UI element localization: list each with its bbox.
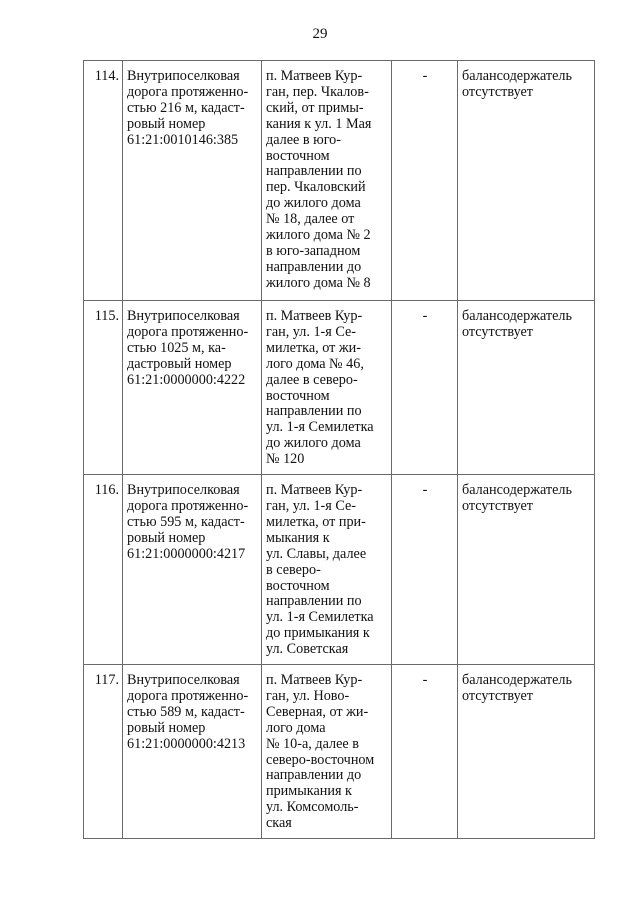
holder-cell — [458, 301, 595, 475]
text-line: направлении до — [266, 258, 362, 275]
text-line: Внутрипоселковая — [127, 68, 240, 84]
text-line: ул. Славы, далее — [266, 545, 367, 562]
row-number: 116. — [84, 475, 123, 665]
object-name-cell — [123, 665, 262, 839]
text-line: жилого дома № 8 — [266, 274, 371, 291]
text-line: ровый номер — [127, 719, 206, 736]
text-line: № 120 — [266, 451, 305, 468]
text-line: 61:21:0010146:385 — [127, 131, 239, 148]
text-line: отсутствует — [462, 687, 533, 704]
text-line: направлении по — [266, 593, 362, 610]
text-line: балансодержатель — [462, 308, 572, 324]
text-line: ул. Комсомоль- — [266, 799, 359, 816]
text-line: стью 595 м, кадаст- — [127, 513, 245, 530]
text-line: Внутрипоселковая — [127, 672, 240, 689]
text-line: Северная, от жи- — [266, 703, 369, 720]
text-line: дорога протяженно- — [127, 83, 249, 100]
table-row — [84, 475, 595, 665]
table-row — [84, 301, 595, 475]
text-line: ул. 1-я Семилетка — [266, 609, 374, 626]
text-line: п. Матвеев Кур- — [266, 482, 363, 499]
text-line: ул. Советская — [266, 641, 349, 658]
text-line: № 18, далее от — [266, 211, 355, 228]
text-line: ровый номер — [127, 115, 206, 132]
text-line: балансодержатель — [462, 672, 572, 689]
text-line: отсутствует — [462, 323, 533, 340]
value-cell: - — [392, 301, 458, 475]
text-line: ган, ул. 1-я Се- — [266, 323, 356, 340]
holder-cell — [458, 61, 595, 301]
object-name-cell — [123, 301, 262, 475]
text-line: лого дома — [266, 719, 326, 736]
text-line: до жилого дома — [266, 435, 361, 452]
text-line: милетка, от жи- — [266, 339, 361, 356]
text-line: балансодержатель — [462, 482, 572, 499]
location-cell — [262, 301, 392, 475]
text-line: далее в юго- — [266, 131, 341, 148]
object-name-cell — [123, 61, 262, 301]
text-line: в северо- — [266, 561, 321, 578]
text-line: стью 589 м, кадаст- — [127, 703, 245, 720]
text-line: балансодержатель — [462, 68, 572, 84]
text-line: ган, ул. Ново- — [266, 687, 350, 704]
text-line: отсутствует — [462, 497, 533, 514]
row-number: 117. — [84, 665, 123, 839]
text-line: северо-восточном — [266, 751, 375, 768]
text-line: жилого дома № 2 — [266, 227, 371, 244]
holder-cell — [458, 475, 595, 665]
text-line: кания к ул. 1 Мая — [266, 115, 372, 132]
text-line: Внутрипоселковая — [127, 482, 240, 499]
text-line: п. Матвеев Кур- — [266, 68, 363, 84]
table-row — [84, 665, 595, 839]
text-line: пер. Чкаловский — [266, 179, 366, 196]
text-line: восточном — [266, 387, 330, 404]
value-cell: - — [392, 61, 458, 301]
text-line: восточном — [266, 147, 330, 164]
text-line: № 10-а, далее в — [266, 735, 359, 752]
page-number: 29 — [312, 26, 328, 42]
text-line: 61:21:0000000:4222 — [127, 371, 246, 388]
row-number: 114. — [84, 61, 123, 301]
text-line: отсутствует — [462, 83, 533, 100]
text-line: дастровый номер — [127, 355, 232, 372]
location-cell — [262, 665, 392, 839]
text-line: примыкания к — [266, 783, 352, 800]
value-cell: - — [392, 475, 458, 665]
holder-cell — [458, 665, 595, 839]
text-line: п. Матвеев Кур- — [266, 672, 363, 689]
text-line: восточном — [266, 577, 330, 594]
text-line: стью 1025 м, ка- — [127, 339, 226, 356]
road-registry-table — [83, 60, 595, 839]
text-line: мыкания к — [266, 529, 330, 546]
text-line: ган, ул. 1-я Се- — [266, 497, 356, 514]
text-line: направлении по — [266, 403, 362, 420]
text-line: стью 216 м, кадаст- — [127, 99, 245, 116]
table-row — [84, 61, 595, 301]
text-line: далее в северо- — [266, 371, 358, 388]
text-line: до жилого дома — [266, 195, 361, 212]
text-line: милетка, от при- — [266, 513, 366, 530]
text-line: дорога протяженно- — [127, 323, 249, 340]
text-line: в юго-западном — [266, 242, 361, 259]
text-line: дорога протяженно- — [127, 687, 249, 704]
value-cell: - — [392, 665, 458, 839]
text-line: дорога протяженно- — [127, 497, 249, 514]
text-line: Внутрипоселковая — [127, 308, 240, 324]
location-cell — [262, 61, 392, 301]
text-line: 61:21:0000000:4217 — [127, 545, 246, 562]
object-name-cell — [123, 475, 262, 665]
text-line: 61:21:0000000:4213 — [127, 735, 246, 752]
text-line: направлении до — [266, 767, 362, 784]
text-line: лого дома № 46, — [266, 355, 364, 372]
text-line: ская — [266, 815, 292, 832]
text-line: ул. 1-я Семилетка — [266, 419, 374, 436]
text-line: п. Матвеев Кур- — [266, 308, 363, 324]
text-line: направлении по — [266, 163, 362, 180]
text-line: ган, пер. Чкалов- — [266, 83, 369, 100]
location-cell — [262, 475, 392, 665]
row-number: 115. — [84, 301, 123, 475]
text-line: до примыкания к — [266, 625, 370, 642]
text-line: ский, от примы- — [266, 99, 364, 116]
text-line: ровый номер — [127, 529, 206, 546]
